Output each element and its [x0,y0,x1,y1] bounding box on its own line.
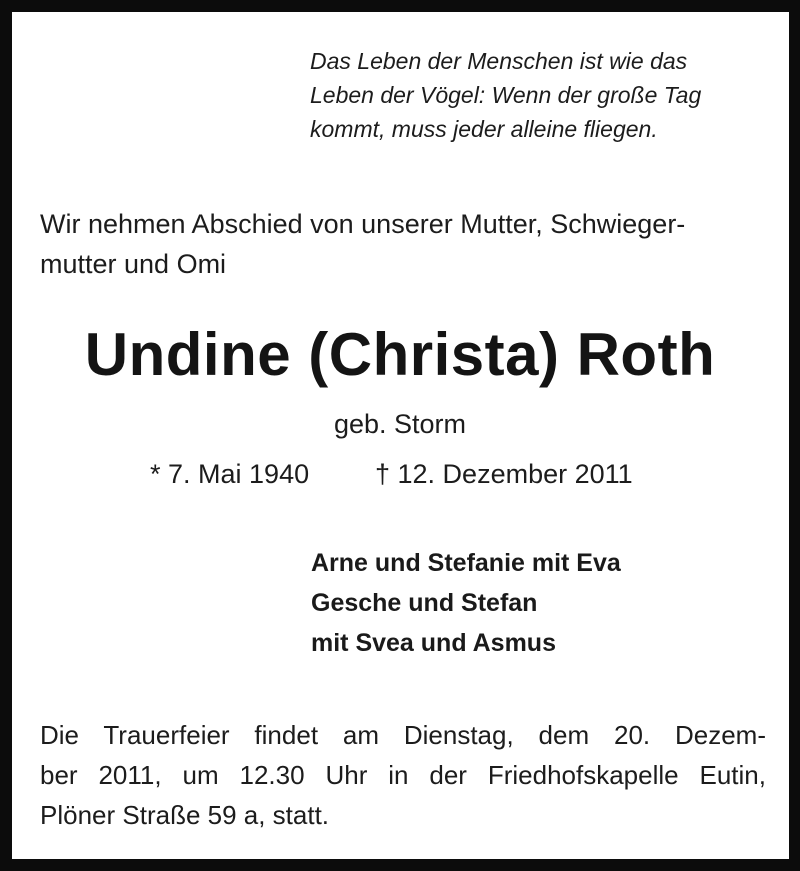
deceased-name: Undine (Christa) Roth [84,321,716,388]
quote-line: Das Leben der Menschen ist wie das [310,48,688,74]
mourner-line: Gesche und Stefan [311,589,538,617]
quote-line: Leben der Vögel: Wenn der große Tag [310,82,702,108]
mourners-list [311,543,771,663]
service-line: Die Trauerfeier findet am Dienstag, dem 20. Dezem- [40,720,766,750]
birth-date: * 7. Mai 1940 [150,459,310,489]
funeral-service-info [40,715,766,835]
mourner-line: mit Svea und Asmus [311,629,556,657]
farewell-intro [40,204,760,284]
service-line: ber 2011, um 12.30 Uhr in der Friedhofskapelle Eutin, [40,760,766,790]
intro-line: Wir nehmen Abschied von unserer Mutter, Schwieger- [40,209,686,239]
maiden-name: geb. Storm [333,409,467,439]
intro-line: mutter und Omi [40,249,227,279]
mourner-line: Arne und Stefanie mit Eva [311,549,621,577]
epigraph-quote [310,44,780,146]
death-date: † 12. Dezember 2011 [375,459,633,489]
quote-line: kommt, muss jeder alleine fliegen. [310,116,658,142]
service-line: Plöner Straße 59 a, statt. [40,800,330,830]
